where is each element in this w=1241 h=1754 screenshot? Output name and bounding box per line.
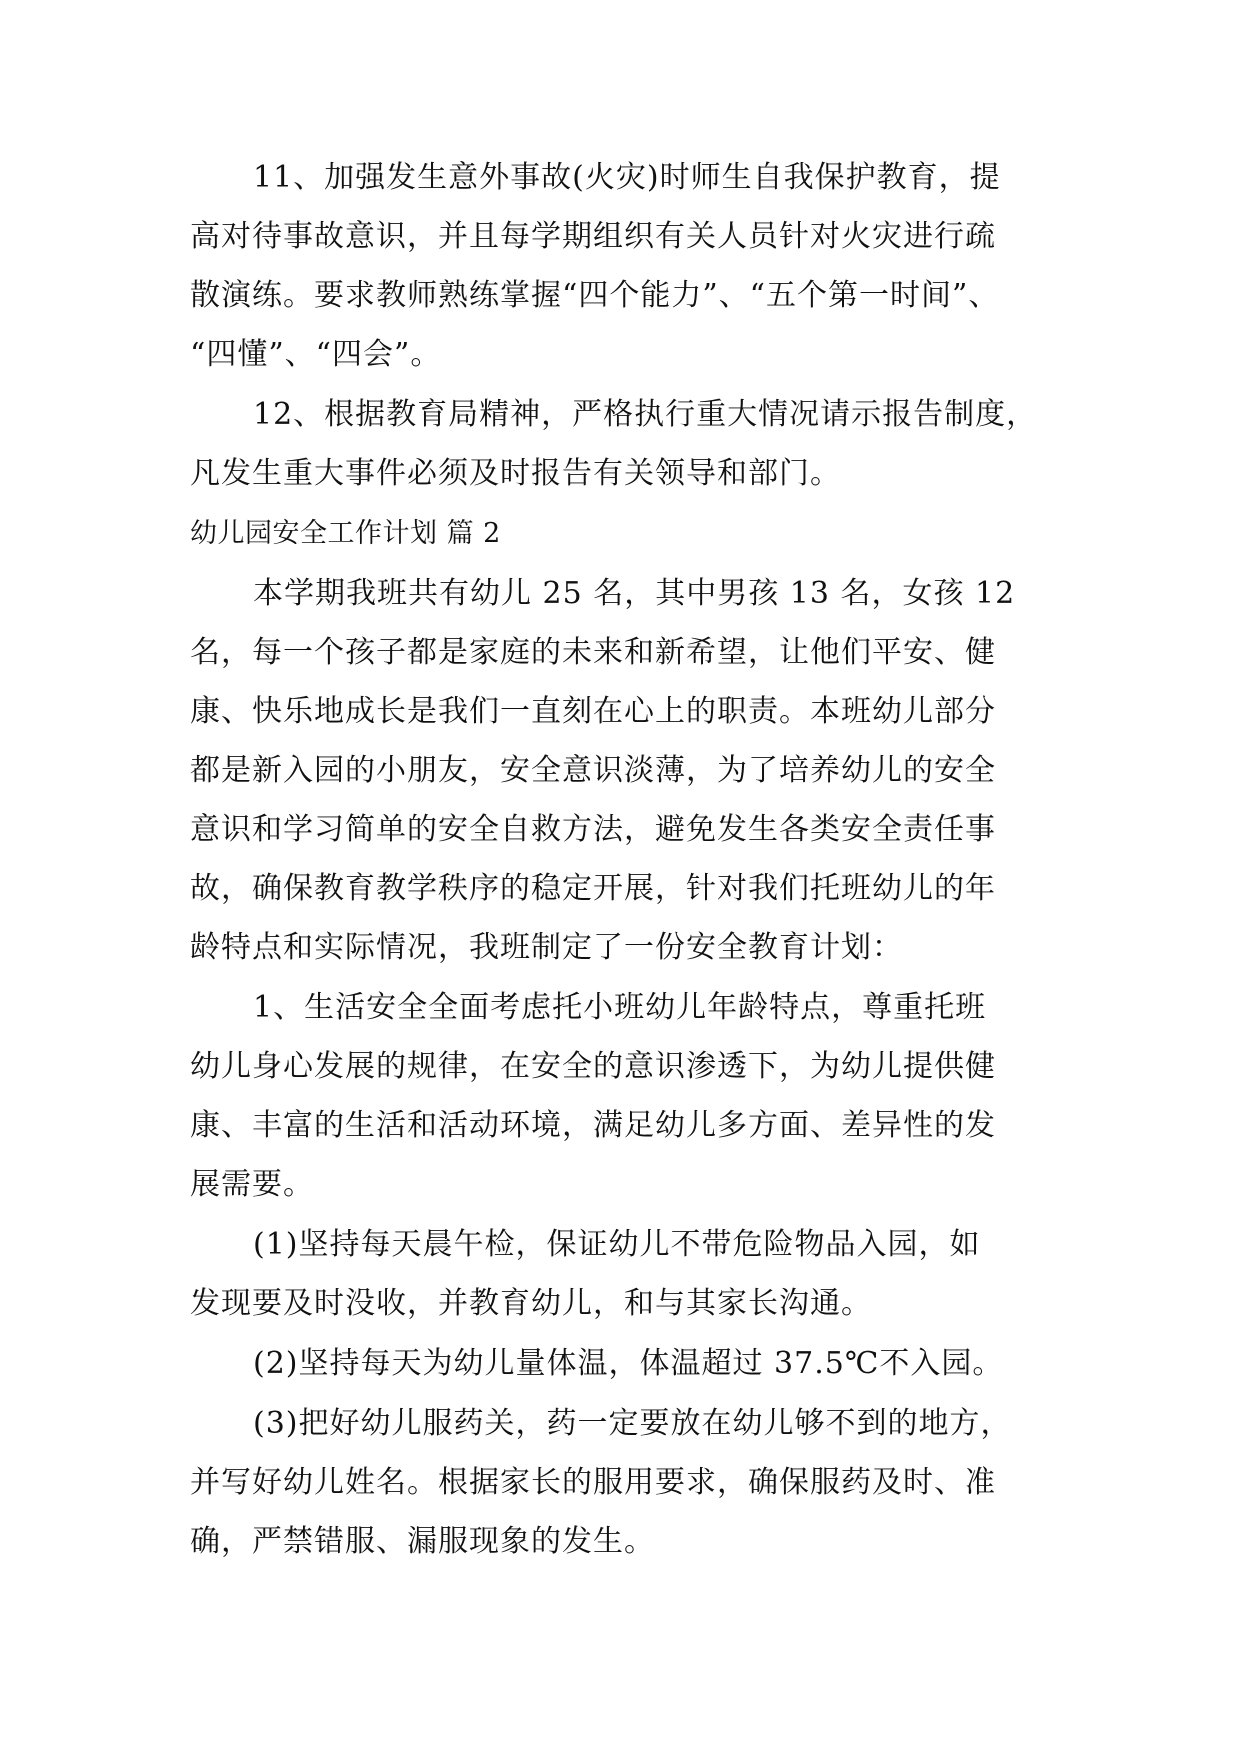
text-line: (3)把好幼儿服药关，药一定要放在幼儿够不到的地方， <box>253 1406 1012 1441</box>
text-line: 都是新入园的小朋友，安全意识淡薄，为了培养幼儿的安全 <box>190 753 996 788</box>
text-line: 散演练。要求教师熟练掌握“四个能力”、“五个第一时间”、 <box>190 278 1000 313</box>
section-heading-block <box>190 504 1050 563</box>
text-line: 确，严禁错服、漏服现象的发生。 <box>190 1524 655 1559</box>
text-line: 展需要。 <box>190 1167 314 1202</box>
text-line: 龄特点和实际情况，我班制定了一份安全教育计划： <box>190 930 903 965</box>
text-line: (2)坚持每天为幼儿量体温，体温超过 37.5℃不入园。 <box>253 1346 1004 1381</box>
text-line: 1、生活安全全面考虑托小班幼儿年龄特点，尊重托班 <box>253 990 987 1025</box>
text-line: 康、快乐地成长是我们一直刻在心上的职责。本班幼儿部分 <box>190 694 996 729</box>
paragraph-item-12 <box>190 385 1050 503</box>
text-line: “四懂”、“四会”。 <box>190 337 442 372</box>
text-line: 并写好幼儿姓名。根据家长的服用要求，确保服药及时、准 <box>190 1465 996 1500</box>
section-heading: 幼儿园安全工作计划 篇 2 <box>190 518 501 549</box>
paragraph-sub-2 <box>190 1334 1050 1393</box>
paragraph-sub-3 <box>190 1394 1050 1571</box>
text-line: 名，每一个孩子都是家庭的未来和新希望，让他们平安、健 <box>190 635 996 670</box>
text-line: 本学期我班共有幼儿 25 名，其中男孩 13 名，女孩 12 <box>253 576 1016 611</box>
text-line: 12、根据教育局精神，严格执行重大情况请示报告制度， <box>253 397 1038 432</box>
document-body <box>190 148 1050 1571</box>
text-line: 康、丰富的生活和活动环境，满足幼儿多方面、差异性的发 <box>190 1108 996 1143</box>
text-line: 故，确保教育教学秩序的稳定开展，针对我们托班幼儿的年 <box>190 871 996 906</box>
text-line: 发现要及时没收，并教育幼儿，和与其家长沟通。 <box>190 1286 872 1321</box>
paragraph-intro <box>190 564 1050 977</box>
paragraph-item-11 <box>190 148 1050 384</box>
text-line: 凡发生重大事件必须及时报告有关领导和部门。 <box>190 456 841 491</box>
text-line: 11、加强发生意外事故(火灾)时师生自我保护教育，提 <box>253 160 1001 195</box>
paragraph-sub-1 <box>190 1215 1050 1333</box>
text-line: (1)坚持每天晨午检，保证幼儿不带危险物品入园，如 <box>253 1227 981 1262</box>
text-line: 高对待事故意识，并且每学期组织有关人员针对火灾进行疏 <box>190 219 996 254</box>
text-line: 幼儿身心发展的规律，在安全的意识渗透下，为幼儿提供健 <box>190 1049 996 1084</box>
text-line: 意识和学习简单的安全自救方法，避免发生各类安全责任事 <box>190 812 996 847</box>
paragraph-item-1 <box>190 978 1050 1214</box>
